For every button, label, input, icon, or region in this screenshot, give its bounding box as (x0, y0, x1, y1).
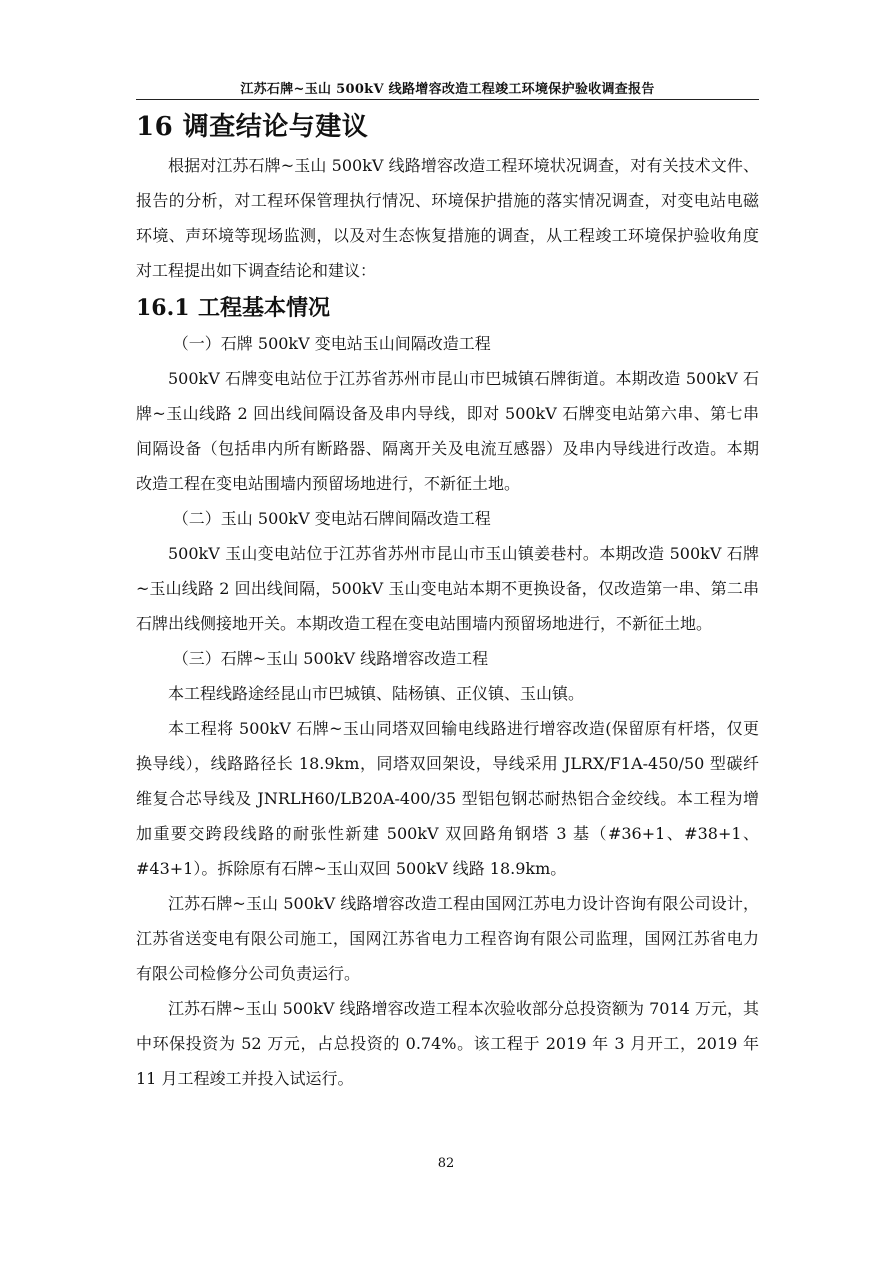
page-number: 82 (437, 1156, 455, 1171)
chapter-intro-paragraph: 根据对江苏石牌~玉山 500kV 线路增容改造工程环境状况调查，对有关技术文件、报告的分析，对工程环保管理执行情况、环境保护措施的落实情况调查，对变电站电磁环境、声环境等现场监测，以及对生态恢复措施的调查，从工程竣工环境保护验收角度对工程提出如下调查结论和建议： (136, 156, 759, 280)
paragraph-yushan-substation: 500kV 玉山变电站位于江苏省苏州市昆山市玉山镇姜巷村。本期改造 500kV 石牌~玉山线路 2 回出线间隔，500kV 玉山变电站本期不更换设备，仅改造第一串、第二串石牌出线侧接地开关。本期改造工程在变电站围墙内预留场地进行，不新征土地。 (136, 544, 759, 633)
subsection-heading-3: （三）石牌~玉山 500kV 线路增容改造工程 (172, 649, 489, 668)
page-content (136, 108, 759, 1096)
running-header: 江苏石牌~玉山 500kV 线路增容改造工程竣工环境保护验收调查报告 (240, 82, 655, 97)
paragraph-line-scope: 本工程将 500kV 石牌~玉山同塔双回输电线路进行增容改造(保留原有杆塔，仅更换导线），线路路径长 18.9km，同塔双回架设，导线采用 JLRX/F1A-450/50 型碳纤维复合芯导线及 JNRLH60/LB20A-400/35 型铝包钢芯耐热铝合金绞线。本工程为增加重要交跨段线路的耐张性新建 500kV 双回路角钢塔 3 基（#36+1、#38+1、#43+1）。拆除原有石牌~玉山双回 500kV 线路 18.9km。 (136, 719, 759, 878)
section-number: 16.1 (136, 295, 190, 321)
section-title: 工程基本情况 (198, 295, 331, 321)
paragraph-investment: 江苏石牌~玉山 500kV 线路增容改造工程本次验收部分总投资额为 7014 万元，其中环保投资为 52 万元，占总投资的 0.74%。该工程于 2019 年 3 月开工，2019 年 11 月工程竣工并投入试运行。 (136, 999, 759, 1088)
subsection-heading-1: （一）石牌 500kV 变电站玉山间隔改造工程 (172, 334, 491, 353)
paragraph-line-route: 本工程线路途经昆山市巴城镇、陆杨镇、正仪镇、玉山镇。 (168, 684, 585, 703)
chapter-title: 16 调查结论与建议 (136, 112, 369, 142)
section-heading (136, 290, 759, 326)
header-divider (136, 99, 759, 100)
paragraph-shipai-substation: 500kV 石牌变电站位于江苏省苏州市昆山市巴城镇石牌街道。本期改造 500kV 石牌~玉山线路 2 回出线间隔设备及串内导线，即对 500kV 石牌变电站第六串、第七串间隔设备（包括串内所有断路器、隔离开关及电流互感器）及串内导线进行改造。本期改造工程在变电站围墙内预留场地进行，不新征土地。 (136, 369, 759, 493)
paragraph-project-parties: 江苏石牌~玉山 500kV 线路增容改造工程由国网江苏电力设计咨询有限公司设计，江苏省送变电有限公司施工，国网江苏省电力工程咨询有限公司监理，国网江苏省电力有限公司检修分公司负责运行。 (136, 894, 759, 983)
subsection-heading-2: （二）玉山 500kV 变电站石牌间隔改造工程 (172, 509, 491, 528)
